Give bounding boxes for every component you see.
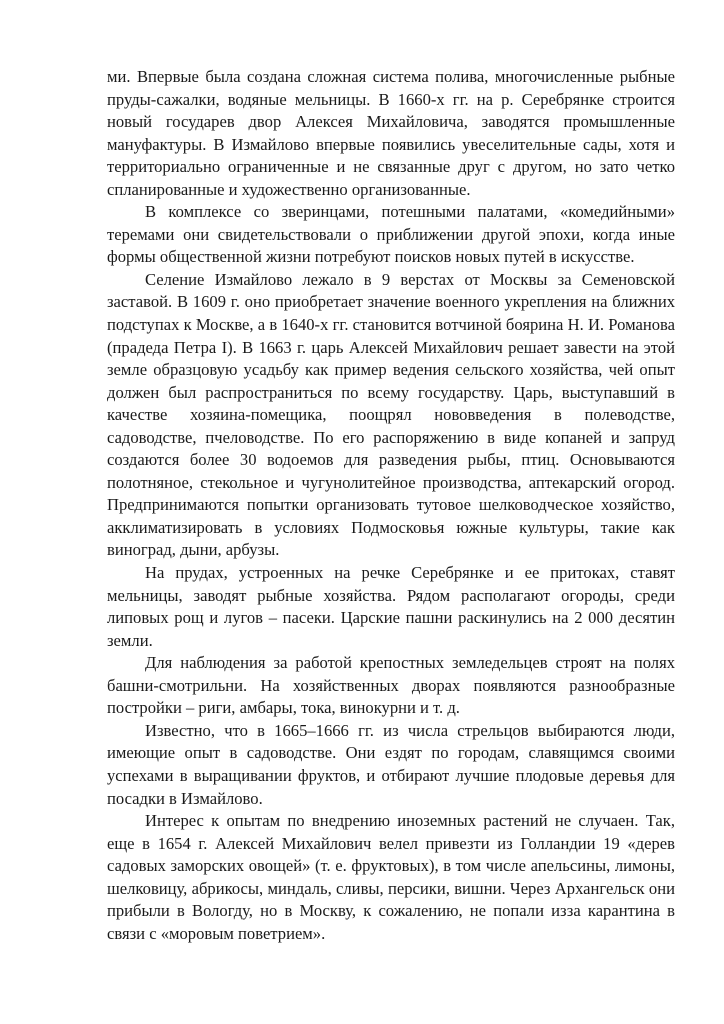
document-page <box>107 66 675 945</box>
paragraph-7: Интерес к опытам по внедрению иноземных растений не случаен. Так, еще в 1654 г. Алексей Михайлович велел привезти из Голландии 19 «дерев садовых заморских овощей» (т. е. фруктовых), в том числе апельсины, лимоны, шелковицу, абрикосы, миндаль, сливы, персики, вишни. Через Архангельск они прибыли в Вологду, но в Москву, к сожалению, не попали изза карантина в связи с «моровым поветрием». <box>107 811 675 943</box>
paragraph-5: Для наблюдения за работой крепостных земледельцев строят на полях башни-смотрильни. На хозяйственных дворах появляются разнообразные постройки – риги, амбары, тока, винокурни и т. д. <box>107 653 675 718</box>
paragraph-1: ми. Впервые была создана сложная система полива, многочисленные рыбные пруды-сажалки, водяные мельницы. В 1660-х гг. на р. Серебрянке строится новый государев двор Алексея Михайловича, заводятся промышленные мануфактуры. В Измайлово впервые появились увеселительные сады, хотя и территориально ограниченные и не связанные друг с другом, но зато четко спланированные и художественно организованные. <box>107 67 675 199</box>
paragraph-6: Известно, что в 1665–1666 гг. из числа стрельцов выбираются люди, имеющие опыт в садоводстве. Они ездят по городам, славящимся своими успехами в выращивании фруктов, и отбирают лучшие плодовые деревья для посадки в Измайлово. <box>107 720 675 808</box>
paragraph-4: На прудах, устроенных на речке Серебрянке и ее притоках, ставят мельницы, заводят рыбные хозяйства. Рядом располагают огороды, среди липовых рощ и лугов – пасеки. Царские пашни раскинулись на 2 000 десятин земли. <box>107 563 675 650</box>
paragraph-3: Селение Измайлово лежало в 9 верстах от Москвы за Семеновской заставой. В 1609 г. оно приобретает значение военного укрепления на ближних подступах к Москве, а в 1640-х гг. становится вотчиной боярина Н. И. Романова (прадеда Петра I). В 1663 г. царь Алексей Михайлович решает завести на этой земле образцовую усадьбу как пример ведения сельского хозяйства, чей опыт должен был распространиться по всему государству. Царь, выступавший в качестве хозяина-помещика, поощрял нововведения в полеводстве, садоводстве, пчеловодстве. По его распоряжению в виде копаней и запруд создаются более 30 водоемов для разведения рыбы, птиц. Основываются полотняное, стекольное и чугунолитейное производства, аптекарский огород. Предпринимаются попытки организовать тутовое шелководческое хозяйство, акклиматизировать в условиях Подмосковья южные культуры, такие как виноград, дыни, арбузы. <box>107 269 675 560</box>
paragraph-2: В комплексе со зверинцами, потешными палатами, «комедийными» теремами они свидетельствовали о приближении другой эпохи, когда иные формы общественной жизни потребуют поисков новых путей в искусстве. <box>107 202 675 267</box>
